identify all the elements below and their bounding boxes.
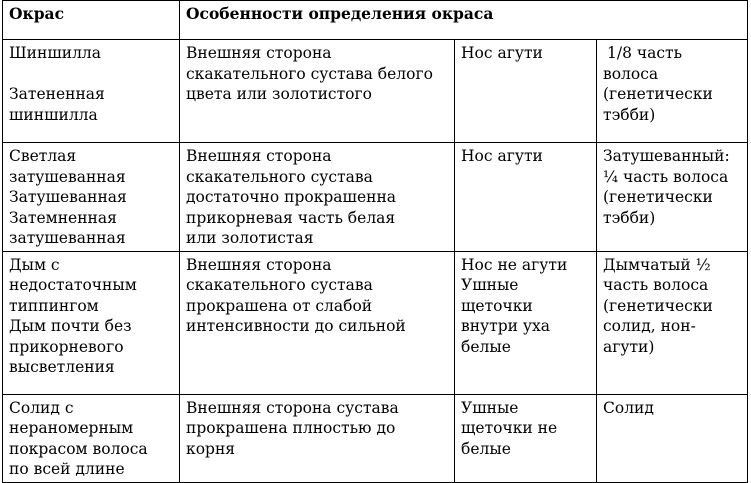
cell-feature (180, 251, 455, 394)
cell-line: Ушные (461, 276, 519, 294)
cell-line: скакательного сустава (186, 167, 373, 186)
cell-line: Нос агути (461, 44, 543, 62)
cell-line: Затушеванная (9, 188, 127, 206)
cell-line: цвета или золотистого (186, 85, 372, 103)
cell-line: тэбби) (603, 208, 656, 227)
cell-line: солид, нон- (603, 317, 696, 335)
header-coat: Окрас (3, 1, 180, 40)
coat-color-table (2, 0, 748, 483)
cell-line: Шиншилла (9, 44, 102, 62)
cell-line: (генетически (603, 85, 713, 103)
cell-line: прикорневого (9, 337, 124, 356)
cell-line: внутри уха (461, 317, 551, 335)
cell-line: Нос агути (461, 147, 543, 165)
cell-line: интенсивности до сильной (186, 317, 406, 335)
cell-line: щеточки не (461, 419, 558, 437)
cell-line: Затемненная (9, 208, 117, 227)
cell-line: затушеванная (9, 229, 126, 247)
cell-line: затушеванная (9, 167, 126, 186)
cell-line: (генетически (603, 296, 713, 315)
cell-line: белые (461, 439, 511, 458)
table-row (3, 251, 748, 394)
cell-line: Внешняя сторона (186, 44, 332, 62)
cell-line: часть волоса (603, 276, 709, 294)
table-header-row (3, 1, 748, 40)
cell-line: Солид с (9, 398, 74, 417)
cell-line: 1/8 часть (607, 44, 683, 62)
cell-line: Нос не агути (461, 255, 568, 274)
cell-line: прикорневая часть белая (186, 208, 396, 227)
cell-line: высветления (9, 358, 115, 376)
cell-line: Затушеванный: (603, 147, 730, 165)
cell-line: Дым с (9, 255, 60, 274)
cell-line: Солид (603, 398, 654, 417)
cell-line: волоса (603, 64, 659, 83)
cell-line: агути) (603, 337, 655, 356)
cell-feature (180, 40, 455, 143)
cell-line: корня (186, 439, 236, 458)
cell-line: Дым почти без (9, 317, 132, 335)
cell-line: белые (461, 337, 511, 356)
cell-gap (9, 64, 173, 85)
cell-line: по всей длине (9, 460, 125, 478)
cell-line: покрасом волоса (9, 439, 148, 458)
cell-line: шиншилла (9, 105, 98, 124)
cell-coat (3, 394, 180, 482)
cell-nose (455, 143, 597, 252)
header-features: Особенности определения окраса (180, 1, 748, 40)
table-row (3, 394, 748, 482)
cell-line: Светлая (9, 147, 77, 165)
cell-line: Внешняя сторона (186, 255, 332, 274)
cell-coat (3, 40, 180, 143)
cell-coat (3, 143, 180, 252)
cell-feature (180, 394, 455, 482)
cell-line: достаточно прокрашенна (186, 188, 397, 206)
cell-line: Ушные (461, 398, 519, 417)
cell-nose (455, 251, 597, 394)
cell-line: прокрашена от слабой (186, 296, 373, 315)
table-row (3, 143, 748, 252)
cell-nose (455, 40, 597, 143)
cell-hair (597, 143, 748, 252)
table-row (3, 40, 748, 143)
cell-line: нераномерным (9, 419, 134, 437)
cell-nose (455, 394, 597, 482)
cell-line: недостаточным (9, 276, 137, 294)
cell-line: Внешняя сторона (186, 147, 332, 165)
cell-line: прокрашена плностью до (186, 419, 396, 437)
cell-line: типпингом (9, 296, 99, 315)
cell-line: скакательного сустава белого (186, 64, 433, 83)
cell-line: тэбби) (603, 105, 656, 124)
cell-line: Дымчатый ½ (603, 255, 711, 274)
cell-hair (597, 40, 748, 143)
cell-line: скакательного сустава (186, 276, 373, 294)
cell-line: Внешняя сторона сустава (186, 398, 399, 417)
cell-coat (3, 251, 180, 394)
cell-feature (180, 143, 455, 252)
cell-line: (генетически (603, 188, 713, 206)
cell-hair (597, 251, 748, 394)
cell-line: щеточки (461, 296, 533, 315)
cell-hair (597, 394, 748, 482)
cell-line: ¼ часть волоса (603, 167, 729, 186)
cell-line: или золотистая (186, 229, 314, 247)
cell-line: Затененная (9, 85, 105, 103)
